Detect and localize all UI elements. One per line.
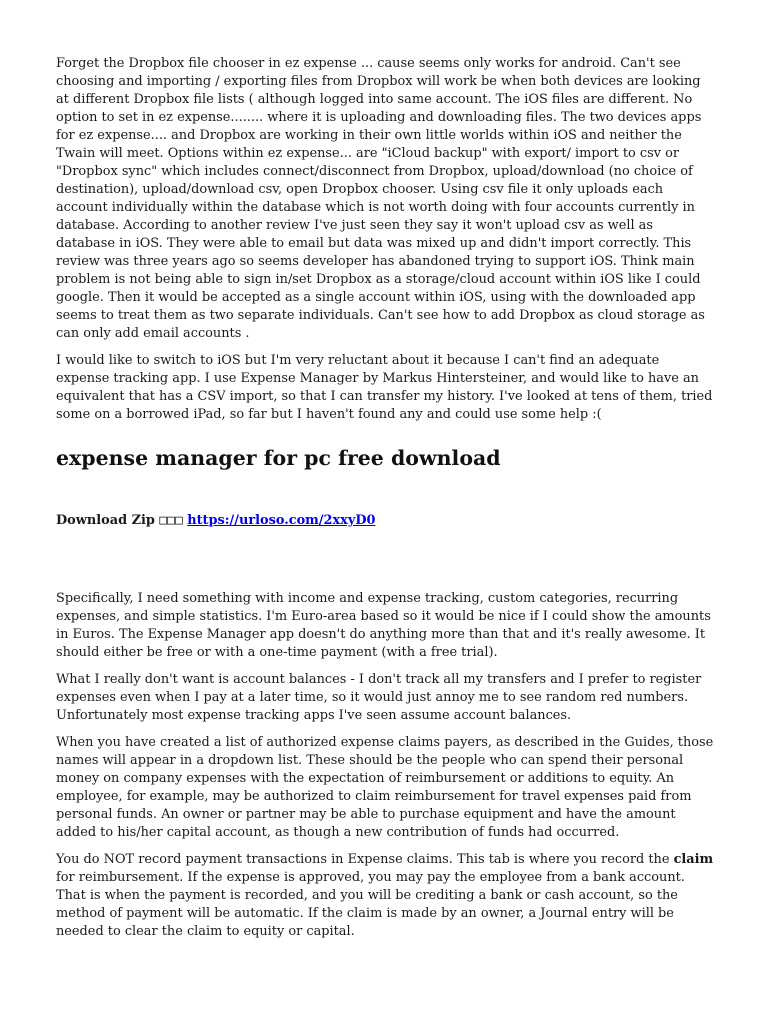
body-paragraph-4: [56, 851, 716, 941]
download-link[interactable]: https://urloso.com/2xxyD0: [187, 513, 376, 528]
body-section: [56, 590, 716, 941]
document-page: [56, 55, 716, 941]
last-paragraph-end: for reimbursement. If the expense is approved, you may pay the employee from a bank account. That is when the payment is recorded, and you will be crediting a bank or cash account, so the method of payment will be automatic. If the claim is made by an owner, a Journal entry will be needed to clear the claim to equity or capital.: [56, 870, 685, 939]
claim-bold-word: claim: [673, 852, 714, 867]
download-line: [56, 512, 716, 530]
intro-paragraph-1: Forget the Dropbox file chooser in ez expense ... cause seems only works for android. Can't see choosing and importing / exporting files from Dropbox will work be when both devices are looking at different Dropbox file lists ( although logged into same account. The iOS files are different. No option to set in ez expense........ where it is uploading and downloading files. The two devices apps for ez expense.... and Dropbox are working in their own little worlds within iOS and neither the Twain will meet. Options within ez expense... are "iCloud backup" with export/ import to csv or "Dropbox sync" which includes connect/disconnect from Dropbox, upload/download (no choice of destination), upload/download csv, open Dropbox chooser. Using csv file it only uploads each account individually within the database which is not worth doing with four accounts currently in database. According to another review I've just seen they say it won't upload csv as well as database in iOS. They were able to email but data was mixed up and didn't import correctly. This review was three years ago so seems developer has abandoned trying to support iOS. Think main problem is not being able to sign in/set Dropbox as a storage/cloud account within iOS like I could google. Then it would be accepted as a single account within iOS, using with the downloaded app seems to treat them as two separate individuals. Can't see how to add Dropbox as cloud storage as can only add email accounts .: [56, 56, 705, 341]
intro-paragraph-2: I would like to switch to iOS but I'm very reluctant about it because I can't find an adequate expense tracking app. I use Expense Manager by Markus Hintersteiner, and would like to have an equivalent that has a CSV import, so that I can transfer my history. I've looked at tens of them, tried some on a borrowed iPad, so far but I haven't found any and could use some help :(: [56, 353, 713, 422]
body-paragraph-1: Specifically, I need something with income and expense tracking, custom categories, recurring expenses, and simple statistics. I'm Euro-area based so it would be nice if I could show the amounts in Euros. The Expense Manager app doesn't do anything more than that and it's really awesome. It should either be free or with a one-time payment (with a free trial).: [56, 591, 711, 660]
page-heading: expense manager for pc free download: [56, 446, 501, 470]
last-paragraph-start: You do NOT record payment transactions in Expense claims. This tab is where you record the: [56, 852, 674, 867]
download-symbol: □□□: [159, 513, 183, 528]
body-paragraph-3: When you have created a list of authorized expense claims payers, as described in the Guides, those names will appear in a dropdown list. These should be the people who can spend their personal money on company expenses with the expectation of reimbursement or additions to equity. An employee, for example, may be authorized to claim reimbursement for travel expenses paid from personal funds. An owner or partner may be able to purchase equipment and have the amount added to his/her capital account, as though a new contribution of funds had occurred.: [56, 735, 714, 840]
body-paragraph-2: What I really don't want is account balances - I don't track all my transfers and I prefer to register expenses even when I pay at a later time, so it would just annoy me to see random red numbers. Unfortunately most expense tracking apps I've seen assume account balances.: [56, 672, 702, 723]
download-label: Download Zip: [56, 513, 155, 528]
